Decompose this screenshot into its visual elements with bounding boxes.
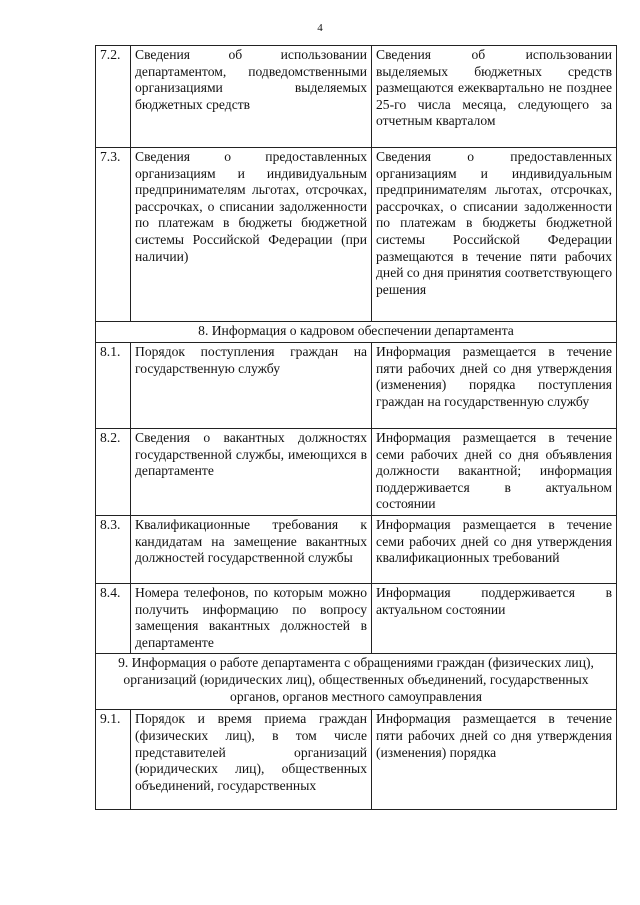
row-publication-terms: Сведения о предоставленных организациям и индивидуальным предпринимателям льготах, отсрочках, рассрочках, о списании задолженности по платежам в бюджеты бюджетной системы Российской Федерации размещаются в течение пяти рабочих дней со дня принятия соответствующего решения	[372, 148, 617, 322]
row-description: Сведения о вакантных должностях государственной службы, имеющихся в департаменте	[131, 429, 372, 516]
row-description: Номера телефонов, по которым можно получить информацию по вопросу замещения вакантных должностей в департаменте	[131, 583, 372, 653]
row-publication-terms: Информация размещается в течение семи рабочих дней со дня объявления должности вакантной; информация поддерживается в актуальном состоянии	[372, 429, 617, 516]
row-number: 8.1.	[96, 343, 131, 429]
section-8-heading: 8. Информация о кадровом обеспечении департамента	[96, 322, 617, 343]
row-description: Порядок поступления граждан на государственную службу	[131, 343, 372, 429]
section-9-heading-row	[96, 654, 617, 710]
section-9-heading: 9. Информация о работе департамента с обращениями граждан (физических лиц), организаций (юридических лиц), общественных объединений, государственных органов, органов местного самоуправления	[96, 654, 617, 710]
row-publication-terms: Информация размещается в течение пяти рабочих дней со дня утверждения (изменения) порядка поступления граждан на государственную службу	[372, 343, 617, 429]
row-number: 8.2.	[96, 429, 131, 516]
row-number: 9.1.	[96, 710, 131, 810]
row-number: 8.3.	[96, 515, 131, 583]
row-publication-terms: Информация размещается в течение семи рабочих дней со дня утверждения квалификационных требований	[372, 515, 617, 583]
table-row-9-1	[96, 710, 617, 810]
row-publication-terms: Сведения об использовании выделяемых бюджетных средств размещаются ежеквартально не позднее 25-го числа месяца, следующего за отчетным кварталом	[372, 46, 617, 148]
row-description: Сведения об использовании департаментом, подведомственными организациями выделяемых бюджетных средств	[131, 46, 372, 148]
row-description: Порядок и время приема граждан (физических лиц), в том числе представителей организаций (юридических лиц), общественных объединений, государственных	[131, 710, 372, 810]
table-row-8-2	[96, 429, 617, 516]
table-row-7-2	[96, 46, 617, 148]
row-description: Квалификационные требования к кандидатам на замещение вакантных должностей государственной службы	[131, 515, 372, 583]
row-number: 8.4.	[96, 583, 131, 653]
table-row-8-4	[96, 583, 617, 653]
page-number: 4	[317, 22, 323, 34]
row-number: 7.3.	[96, 148, 131, 322]
section-8-heading-row	[96, 322, 617, 343]
row-publication-terms: Информация поддерживается в актуальном состоянии	[372, 583, 617, 653]
table-row-7-3	[96, 148, 617, 322]
row-number: 7.2.	[96, 46, 131, 148]
table-row-8-3	[96, 515, 617, 583]
table-row-8-1	[96, 343, 617, 429]
information-table	[95, 45, 617, 810]
row-publication-terms: Информация размещается в течение пяти рабочих дней со дня утверждения (изменения) порядка	[372, 710, 617, 810]
row-description: Сведения о предоставленных организациям и индивидуальным предпринимателям льготах, отсрочках, рассрочках, о списании задолженности по платежам в бюджеты бюджетной системы Российской Федерации (при наличии)	[131, 148, 372, 322]
